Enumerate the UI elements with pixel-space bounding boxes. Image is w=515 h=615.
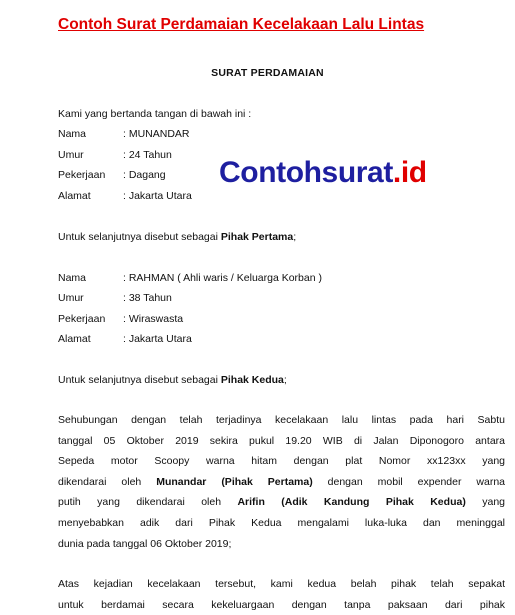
designation-bold: Pihak Kedua	[220, 374, 284, 386]
field-value: : Jakarta Utara	[123, 333, 192, 345]
line-text: putih yang dikendarai oleh	[58, 496, 238, 509]
party1-job-row	[58, 169, 166, 181]
designation-suffix: ;	[283, 374, 287, 386]
field-label: Pekerjaan	[58, 169, 106, 181]
paragraph-line	[58, 472, 505, 493]
line-text: yang	[465, 496, 505, 509]
party1-designation	[58, 231, 296, 243]
party2-designation	[58, 374, 287, 386]
party2-age-row	[58, 292, 172, 304]
paragraph-line: tanggal 05 Oktober 2019 sekira pukul 19.20 WIB di Jalan Diponogoro antara	[58, 434, 505, 447]
field-value: : Dagang	[123, 169, 166, 181]
field-value: : MUNANDAR	[123, 128, 190, 140]
party2-address-row	[58, 333, 192, 345]
line-text: dikendarai oleh	[58, 475, 157, 488]
watermark-main: Contohsurat	[219, 156, 393, 189]
designation-suffix: ;	[293, 231, 297, 243]
field-label: Nama	[58, 128, 87, 140]
watermark-dot: .	[392, 156, 401, 189]
field-label: Pekerjaan	[58, 313, 106, 325]
field-label: Alamat	[58, 333, 91, 345]
field-value: : RAHMAN ( Ahli waris / Keluarga Korban )	[123, 272, 322, 284]
paragraph-line: Atas kejadian kecelakaan tersebut, kami kedua belah pihak telah sepakat	[58, 578, 505, 590]
field-label: Nama	[58, 272, 87, 284]
agreement-paragraph	[58, 574, 505, 615]
field-label: Umur	[58, 149, 84, 161]
field-value: : 24 Tahun	[123, 149, 172, 161]
designation-text: Untuk selanjutnya disebut sebagai	[58, 374, 221, 386]
intro-text: Kami yang bertanda tangan di bawah ini :	[58, 108, 252, 120]
paragraph-line	[58, 492, 505, 513]
paragraph-line: untuk berdamai secara kekeluargaan dengan tanpa paksaan dari pihak	[58, 598, 505, 611]
watermark-tld: id	[400, 156, 427, 189]
paragraph-line: menyebabkan adik dari Pihak Kedua mengalami luka-luka dan meninggal	[58, 516, 505, 529]
watermark-logo	[219, 156, 427, 190]
incident-paragraph	[58, 410, 505, 554]
field-value: : 38 Tahun	[123, 292, 172, 304]
line-bold: Arifin (Adik Kandung Pihak Kedua)	[237, 496, 466, 509]
party1-address-row	[58, 190, 192, 202]
line-bold: Munandar (Pihak Pertama)	[156, 475, 313, 488]
paragraph-line: Sehubungan dengan telah terjadinya kecelakaan lalu lintas pada hari Sabtu	[58, 414, 505, 426]
field-value: : Wiraswasta	[123, 313, 184, 325]
paragraph-line: Sepeda motor Scoopy warna hitam dengan plat Nomor xx123xx yang	[58, 455, 505, 468]
party1-name-row	[58, 128, 190, 140]
party2-job-row	[58, 313, 183, 325]
letter-heading: SURAT PERDAMAIAN	[211, 67, 324, 79]
designation-text: Untuk selanjutnya disebut sebagai	[58, 231, 221, 243]
field-label: Umur	[58, 292, 84, 304]
party2-name-row	[58, 272, 322, 284]
document-title: Contoh Surat Perdamaian Kecelakaan Lalu Lintas	[58, 16, 425, 33]
field-value: : Jakarta Utara	[123, 190, 192, 202]
designation-bold: Pihak Pertama	[220, 231, 294, 243]
line-text: dengan mobil expender warna	[312, 475, 506, 488]
paragraph-line: dunia pada tanggal 06 Oktober 2019;	[58, 537, 232, 550]
field-label: Alamat	[58, 190, 91, 202]
party1-age-row	[58, 149, 172, 161]
